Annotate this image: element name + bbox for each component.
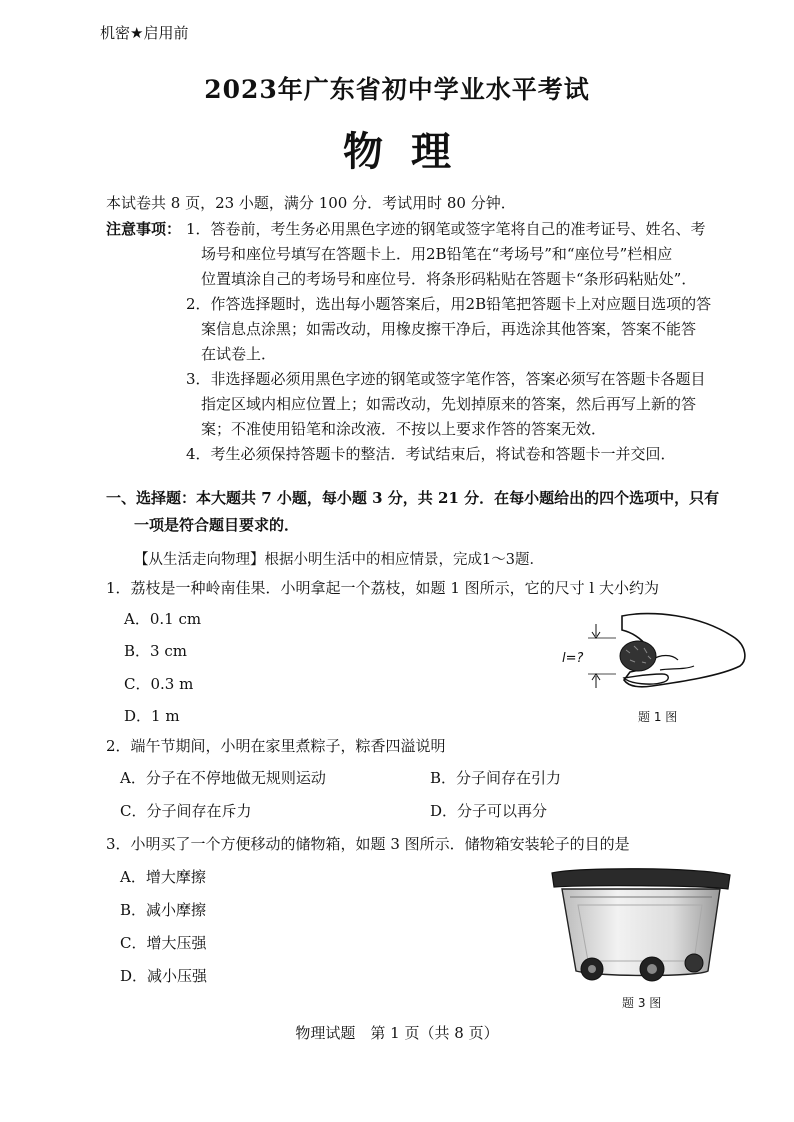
notice-line: 案；不准使用铅笔和涂改液．不按以上要求作答的答案无效． bbox=[201, 420, 607, 438]
page-footer: 物理试题 第 1 页（共 8 页） bbox=[295, 1024, 499, 1042]
notice-line: 案信息点涂黑；如需改动，用橡皮擦干净后，再选涂其他答案，答案不能答 bbox=[201, 320, 697, 338]
section-text: 本大题共 7 小题，每小题 3 分，共 21 分．在每小题给出的四个选项中，只有 bbox=[196, 489, 720, 507]
figure-1-lychee bbox=[560, 610, 750, 700]
notice-line: 2．作答选择题时，选出每小题答案后，用2B铅笔把答题卡上对应题目选项的答 bbox=[186, 295, 712, 313]
section-text: 一项是符合题目要求的． bbox=[134, 516, 300, 534]
section-heading bbox=[106, 487, 719, 508]
subject-title: 物理 bbox=[343, 128, 479, 175]
notice-line: 指定区域内相应位置上；如需改动，先划掉原来的答案，然后再写上新的答 bbox=[201, 395, 697, 413]
q2-option-b: B．分子间存在引力 bbox=[430, 769, 562, 787]
q3-option-b: B．减小摩擦 bbox=[120, 901, 207, 919]
q2-option-c: C．分子间存在斥力 bbox=[120, 802, 252, 820]
exam-intro: 本试卷共 8 页，23 小题，满分 100 分．考试用时 80 分钟． bbox=[106, 194, 516, 212]
figure-3-caption: 题 3 图 bbox=[622, 996, 662, 1010]
figure-3-storage-box bbox=[548, 865, 734, 993]
figure-1-caption: 题 1 图 bbox=[638, 710, 678, 724]
q2-option-d: D．分子可以再分 bbox=[430, 802, 548, 820]
exam-title: 2023年广东省初中学业水平考试 bbox=[204, 75, 590, 104]
notice-label: 注意事项： bbox=[106, 220, 182, 238]
section-text-2 bbox=[134, 514, 299, 535]
notice-line: 在试卷上． bbox=[201, 345, 277, 363]
confidential-mark: 机密★启用前 bbox=[100, 24, 189, 42]
q1-option-d: D．1 m bbox=[124, 707, 180, 725]
section-label: 一、选择题： bbox=[106, 489, 197, 507]
q3-option-c: C．增大压强 bbox=[120, 934, 207, 952]
question-3-stem: 3．小明买了一个方便移动的储物箱，如题 3 图所示．储物箱安装轮子的目的是 bbox=[106, 835, 630, 853]
q2-option-a: A．分子在不停地做无规则运动 bbox=[120, 769, 326, 787]
notice-line: 1．答卷前，考生务必用黑色字迹的钢笔或签字笔将自己的准考证号、姓名、考 bbox=[186, 220, 706, 238]
question-1-stem: 1．荔枝是一种岭南佳果．小明拿起一个荔枝，如题 1 图所示，它的尺寸 l 大小约为 bbox=[106, 579, 659, 597]
q1-option-c: C．0.3 m bbox=[124, 675, 194, 693]
q3-option-a: A．增大摩擦 bbox=[120, 868, 206, 886]
notice-line: 场号和座位号填写在答题卡上．用2B铅笔在“考场号”和“座位号”栏相应 bbox=[201, 245, 673, 263]
q1-option-b: B．3 cm bbox=[124, 642, 187, 660]
figure-1-label: l=? bbox=[562, 651, 584, 666]
notice-line: 3．非选择题必须用黑色字迹的钢笔或签字笔作答，答案必须写在答题卡各题目 bbox=[186, 370, 706, 388]
notice-line: 位置填涂自己的考场号和座位号．将条形码粘贴在答题卡“条形码粘贴处”． bbox=[201, 270, 697, 288]
q1-option-a: A．0.1 cm bbox=[124, 610, 202, 628]
scene-instruction: 【从生活走向物理】根据小明生活中的相应情景，完成1～3题． bbox=[134, 552, 544, 568]
notice-line: 4．考生必须保持答题卡的整洁．考试结束后，将试卷和答题卡一并交回． bbox=[186, 445, 676, 463]
question-2-stem: 2．端午节期间，小明在家里煮粽子，粽香四溢说明 bbox=[106, 737, 446, 755]
q3-option-d: D．减小压强 bbox=[120, 967, 208, 985]
